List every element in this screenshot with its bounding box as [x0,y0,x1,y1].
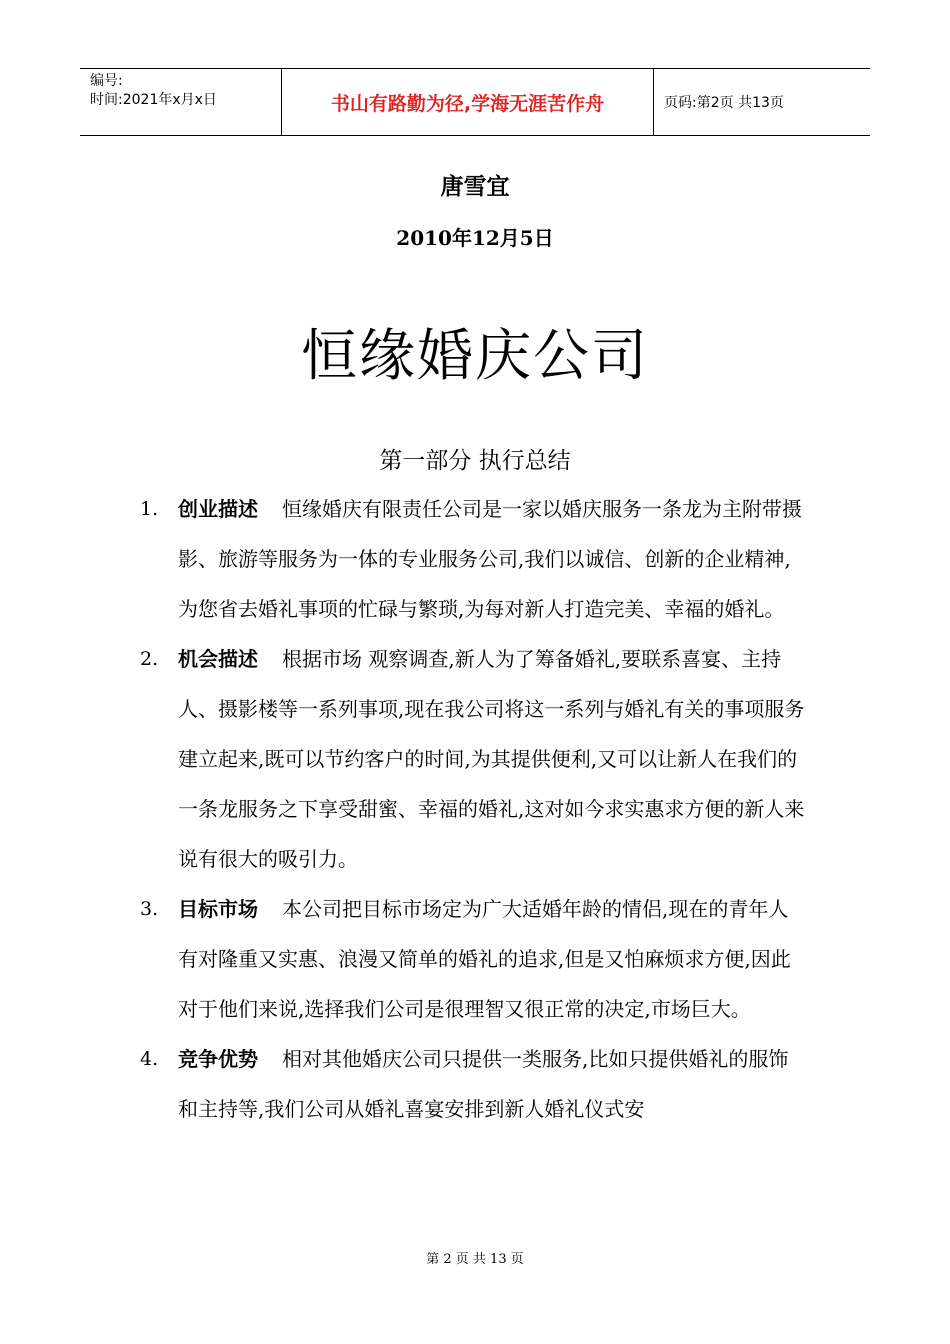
document-date: 2010年12月5日 [396,226,554,250]
item-title: 创业描述 [178,497,258,521]
motto-text: 书山有路勤为径,学海无涯苦作舟 [330,92,605,115]
item-body [178,884,808,1034]
item-text: 恒缘婚庆有限责任公司是一家以婚庆服务一条龙为主附带摄影、旅游等服务为一体的专业服务公司,我们以诚信、创新的企业精神,为您省去婚礼事项的忙碌与繁琐,为每对新人打造完美、幸福的婚礼。 [178,497,802,621]
item-number: 4. [140,1048,159,1070]
item-body [178,1034,808,1134]
header-motto-cell [281,69,654,135]
number-label: 编号: [90,73,123,89]
section-title: 第一部分 执行总结 [379,448,571,474]
page-info: 页码:第2页 共13页 [664,95,784,111]
list-item [140,484,820,634]
item-text: 本公司把目标市场定为广大适婚年龄的情侣,现在的青年人有对隆重又实惠、浪漫又简单的婚礼的追求,但是又怕麻烦求方便,因此对于他们来说,选择我们公司是很理智又很正常的决定,市场巨大。 [178,897,791,1021]
summary-list [140,484,820,1134]
item-title: 目标市场 [178,897,258,921]
item-body [178,634,808,884]
company-title: 恒缘婚庆公司 [301,324,649,389]
list-item [140,1034,820,1134]
time-label: 时间:2021年x月x日 [90,92,217,108]
page-footer: 第 2 页 共 13 页 [426,1252,524,1267]
list-item [140,884,820,1034]
item-number: 2. [140,648,159,670]
item-text: 根据市场 观察调查,新人为了筹备婚礼,要联系喜宴、主持人、摄影楼等一系列事项,现在我公司将这一系列与婚礼有关的事项服务建立起来,既可以节约客户的时间,为其提供便利,又可以让新人在我们的一条龙服务之下享受甜蜜、幸福的婚礼,这对如今求实惠求方便的新人来说有很大的吸引力。 [178,647,805,871]
item-text: 相对其他婚庆公司只提供一类服务,比如只提供婚礼的服饰和主持等,我们公司从婚礼喜宴安排到新人婚礼仪式安 [178,1047,789,1121]
item-title: 竞争优势 [178,1047,258,1071]
header-meta [80,69,281,135]
item-title: 机会描述 [178,647,258,671]
author-name: 唐雪宜 [440,173,510,200]
list-item [140,634,820,884]
item-body [178,484,808,634]
page-header [80,68,870,136]
item-number: 3. [140,898,159,920]
item-number: 1. [140,498,159,520]
